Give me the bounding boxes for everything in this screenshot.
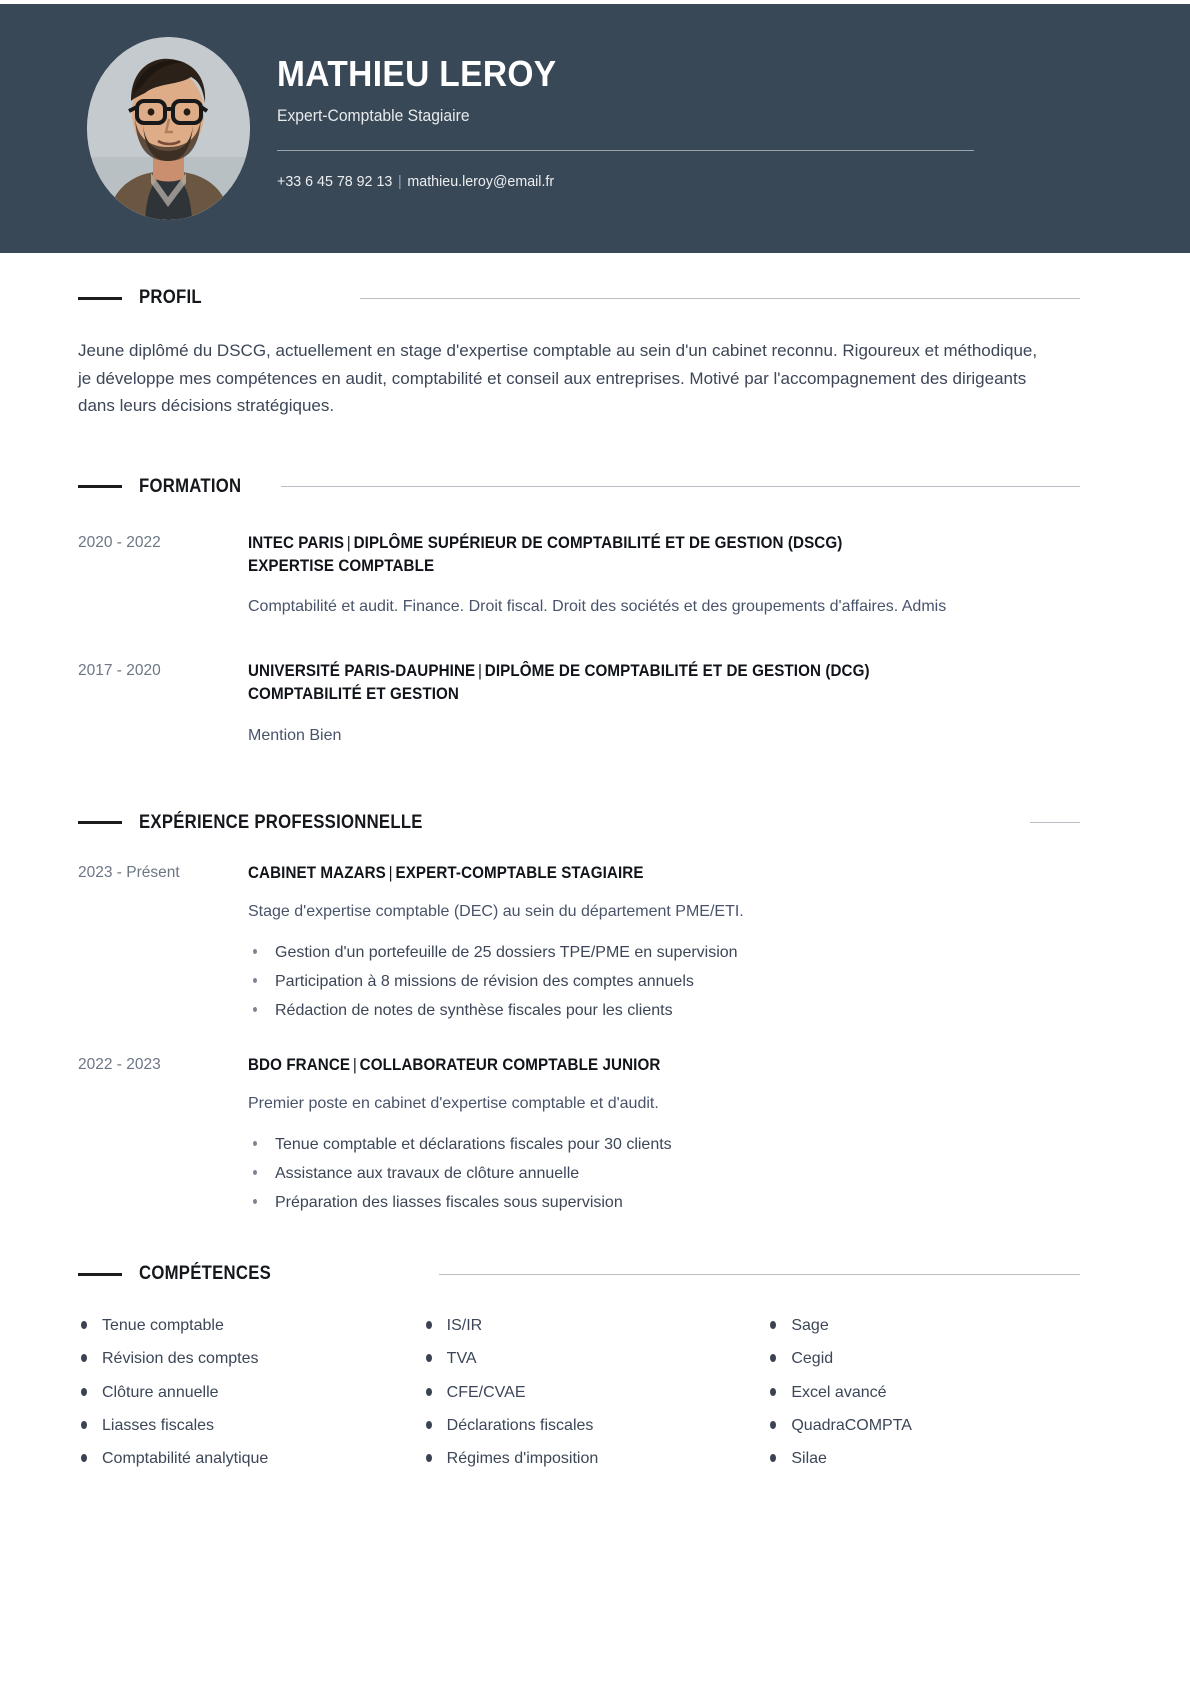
list-item: Tenue comptable (78, 1309, 423, 1342)
entry-summary: Stage d'expertise comptable (DEC) au sein du département PME/ETI. (248, 903, 744, 921)
job-title: Expert-Comptable Stagiaire (277, 106, 470, 125)
section-header-competences (78, 1263, 1080, 1285)
section-title-formation: FORMATION (139, 475, 242, 497)
portrait-photo-icon (87, 37, 250, 220)
section-header-formation (78, 476, 1080, 498)
list-item: Participation à 8 missions de révision des comptes annuels (248, 967, 1112, 996)
avatar (87, 37, 250, 220)
entry-degree: DIPLÔME DE COMPTABILITÉ ET DE GESTION (DCG) (484, 661, 870, 680)
entry-role: EXPERT-COMPTABLE STAGIAIRE (395, 863, 644, 882)
header-divider (277, 150, 974, 151)
entry-date: 2023 - Présent (78, 863, 180, 881)
formation-entry (78, 532, 1112, 620)
entry-bullet-list (248, 938, 1112, 1025)
entry-degree: DIPLÔME SUPÉRIEUR DE COMPTABILITÉ ET DE GESTION (DSCG) (353, 533, 843, 552)
phone-text: +33 6 45 78 92 13 (277, 172, 393, 190)
dash-icon (78, 821, 122, 824)
profile-paragraph: Jeune diplômé du DSCG, actuellement en stage d'expertise comptable au sein d'un cabinet reconnu. Rigoureux et méthodique, je développe mes compétences en audit, comptabilité et conseil aux entreprises. Motivé par l'accompagnement des dirigeants dans leurs décisions stratégiques. (78, 341, 1038, 416)
list-item: Clôture annuelle (78, 1376, 423, 1409)
list-item: QuadraCOMPTA (767, 1409, 1112, 1442)
entry-separator: | (346, 533, 351, 552)
header-text-block (277, 55, 977, 190)
list-item: Assistance aux travaux de clôture annuelle (248, 1159, 1112, 1188)
formation-entry (78, 660, 1112, 748)
list-item: Silae (767, 1442, 1112, 1475)
entry-summary: Premier poste en cabinet d'expertise comptable et d'audit. (248, 1094, 659, 1112)
list-item: Tenue comptable et déclarations fiscales pour 30 clients (248, 1130, 1112, 1159)
entry-company: BDO FRANCE (248, 1055, 351, 1074)
entry-title (248, 660, 1043, 707)
entry-details: Comptabilité et audit. Finance. Droit fiscal. Droit des sociétés et des groupements d'affaires. Admis (248, 598, 947, 616)
entry-separator: | (388, 863, 393, 882)
section-header-profil (78, 287, 1080, 309)
list-item: Rédaction de notes de synthèse fiscales pour les clients (248, 996, 1112, 1025)
entry-org: UNIVERSITÉ PARIS-DAUPHINE (248, 661, 476, 680)
entry-field: COMPTABILITÉ ET GESTION (248, 685, 459, 704)
entry-details: Mention Bien (248, 726, 342, 744)
email-text: mathieu.leroy@email.fr (407, 172, 555, 190)
page-title: MATHIEU LEROY (277, 53, 557, 94)
list-item: Excel avancé (767, 1376, 1112, 1409)
contact-line (277, 173, 942, 190)
experience-entry (78, 1054, 1112, 1218)
section-title-competences: COMPÉTENCES (139, 1263, 272, 1285)
dash-icon (78, 297, 122, 300)
entry-separator: | (477, 661, 483, 680)
dash-icon (78, 1273, 122, 1276)
skills-column (767, 1309, 1112, 1475)
list-item: Préparation des liasses fiscales sous supervision (248, 1188, 1112, 1217)
resume-body (0, 253, 1190, 1475)
entry-org: INTEC PARIS (248, 533, 345, 552)
contact-separator: | (398, 172, 402, 190)
list-item: TVA (423, 1342, 768, 1375)
experience-entry (78, 862, 1112, 1026)
section-rule (439, 1274, 1080, 1275)
skills-column (423, 1309, 768, 1475)
skills-grid (78, 1309, 1112, 1475)
section-rule (281, 486, 1080, 487)
entry-company: CABINET MAZARS (248, 863, 386, 882)
list-item: Cegid (767, 1342, 1112, 1375)
list-item: Déclarations fiscales (423, 1409, 768, 1442)
list-item: Régimes d'imposition (423, 1442, 768, 1475)
section-rule (360, 298, 1080, 299)
entry-title (248, 1054, 1043, 1077)
list-item: Révision des comptes (78, 1342, 423, 1375)
list-item: Liasses fiscales (78, 1409, 423, 1442)
list-item: Comptabilité analytique (78, 1442, 423, 1475)
resume-header (0, 4, 1190, 253)
skills-column (78, 1309, 423, 1475)
entry-date: 2017 - 2020 (78, 661, 161, 679)
section-header-experience (78, 812, 1080, 834)
section-title-profil: PROFIL (139, 287, 202, 308)
entry-date: 2022 - 2023 (78, 1055, 161, 1073)
list-item: Sage (767, 1309, 1112, 1342)
list-item: Gestion d'un portefeuille de 25 dossiers TPE/PME en supervision (248, 938, 1112, 967)
section-title-experience: EXPÉRIENCE PROFESSIONNELLE (139, 811, 423, 833)
dash-icon (78, 485, 122, 488)
entry-separator: | (352, 1055, 357, 1074)
list-item: CFE/CVAE (423, 1376, 768, 1409)
entry-title (248, 862, 1043, 885)
entry-field: EXPERTISE COMPTABLE (248, 557, 435, 576)
entry-date: 2020 - 2022 (78, 533, 161, 551)
list-item: IS/IR (423, 1309, 768, 1342)
section-rule (1030, 822, 1080, 823)
entry-bullet-list (248, 1130, 1112, 1217)
entry-title (248, 532, 1043, 579)
entry-role: COLLABORATEUR COMPTABLE JUNIOR (359, 1055, 661, 1074)
